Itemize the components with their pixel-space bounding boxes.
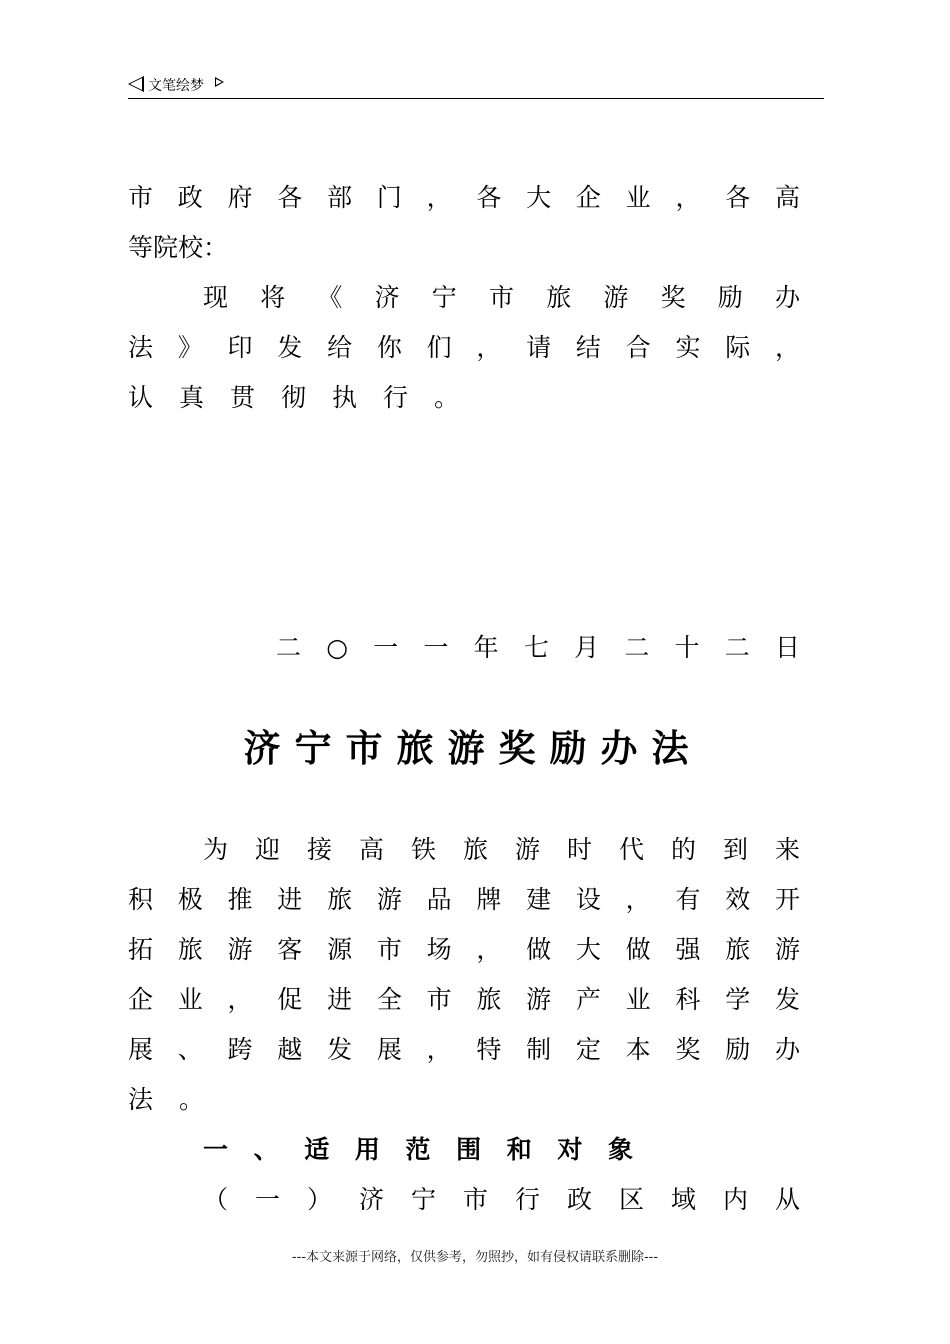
body-line-6: 法。 xyxy=(128,1085,231,1114)
header-text: 文笔绘梦 xyxy=(148,78,204,94)
notice-line-3: 现将《济宁市旅游奖励办 xyxy=(203,283,800,312)
section-1-line-1: （一）济宁市行政区域内从 xyxy=(203,1185,800,1214)
body-line-2: 积极推进旅游品牌建设，有效开 xyxy=(128,885,800,914)
page-header xyxy=(128,74,824,99)
left-triangle-icon xyxy=(128,76,144,92)
body-line-4: 企业，促进全市旅游产业科学发 xyxy=(128,985,800,1014)
body-line-3: 拓旅游客源市场，做大做强旅游 xyxy=(128,935,800,964)
page-footer: ---本文来源于网络，仅供参考，勿照抄，如有侵权请联系删除--- xyxy=(291,1250,659,1265)
document-title: 济宁市旅游奖励办法 xyxy=(243,727,703,770)
notice-line-2: 等院校： xyxy=(128,233,229,262)
notice-line-1: 市政府各部门，各大企业，各高 xyxy=(128,183,800,212)
body-line-1: 为迎接高铁旅游时代的到来 xyxy=(203,835,800,864)
body-line-5: 展、跨越发展，特制定本奖励办 xyxy=(128,1035,800,1064)
right-triangle-icon xyxy=(215,77,224,87)
notice-line-4: 法》印发给你们，请结合实际， xyxy=(128,333,800,362)
section-1-heading: 一、适用范围和对象 xyxy=(203,1135,633,1164)
notice-line-5: 认真贯彻执行。 xyxy=(128,383,486,412)
issue-date: 二○一一年七月二十二日 xyxy=(276,633,800,662)
